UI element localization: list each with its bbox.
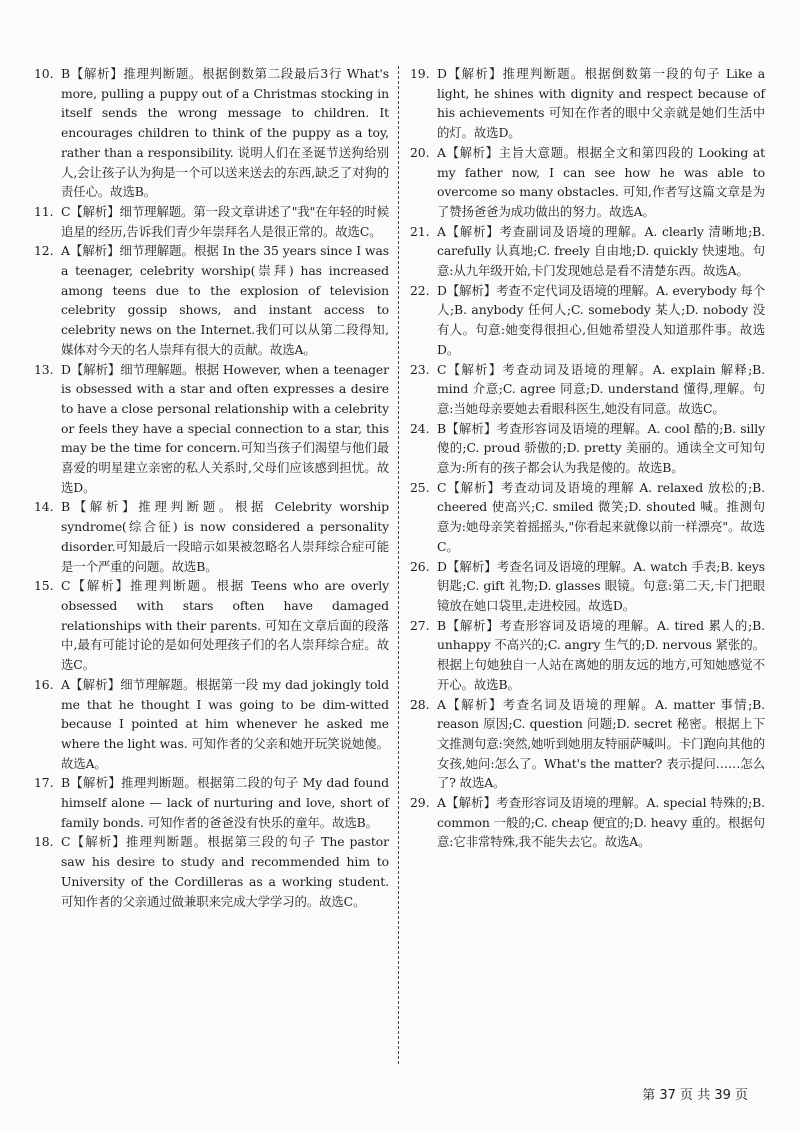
item-explanation: C【解析】考查动词及语境的理解 A. relaxed 放松的;B. cheered 使高兴;C. smiled 微笑;D. shouted 喊。推测句意为:她母亲笑着摇摇头,"你看起来就像以前一样漂亮"。故选C。 — [437, 479, 765, 554]
item-explanation: B【解析】考查形容词及语境的理解。A. cool 酷的;B. silly 傻的;C. proud 骄傲的;D. pretty 美丽的。通读全文可知句意为:所有的孩子都会认为我是傻的。故选B。 — [437, 420, 765, 476]
page-number: 第 37 页 共 39 页 — [642, 1088, 748, 1103]
item-number: 16. — [34, 676, 54, 692]
item-number: 29. — [410, 795, 430, 811]
item-number: 13. — [34, 361, 54, 377]
answer-item — [34, 832, 389, 911]
answer-item — [34, 202, 389, 241]
item-explanation: D【解析】考查名词及语境的理解。A. watch 手表;B. keys 钥匙;C. gift 礼物;D. glasses 眼镜。句意:第二天,卡门把眼镜放在她口袋里,走进校园。故选D。 — [437, 558, 765, 613]
answer-item — [410, 222, 765, 281]
answer-item — [34, 360, 389, 498]
item-number: 14. — [34, 499, 54, 515]
answer-item — [410, 695, 765, 794]
answer-item — [410, 281, 765, 360]
answer-item — [410, 557, 765, 616]
column-divider — [398, 66, 399, 1064]
item-explanation: C【解析】细节理解题。第一段文章讲述了"我"在年轻的时候追星的经历,告诉我们青少年崇拜名人是很正常的。故选C。 — [61, 203, 389, 239]
item-explanation: A【解析】细节理解题。根据 In the 35 years since I was a teenager, celebrity worship(崇拜) has increased among teens due to the explosion of television celebrity gossip shows, and instant access to celebrity news on the Internet.我们可以从第二段得知,媒体对今天的名人崇拜有很大的贡献。故选A。 — [61, 243, 389, 357]
answer-item — [410, 64, 765, 143]
item-explanation: B【解析】考查形容词及语境的理解。A. tired 累人的;B. unhappy 不高兴的;C. angry 生气的;D. nervous 紧张的。根据上句她独自一人站在离她的朋友远的地方,可知她感觉不开心。故选B。 — [437, 617, 765, 692]
answer-item — [410, 419, 765, 478]
item-explanation: C【解析】推理判断题。根据 Teens who are overly obsessed with stars often have damaged relationships with their parents. 可知在文章后面的段落中,最有可能讨论的是如何处理孩子们的名人崇拜综合症。故选C。 — [61, 578, 389, 673]
item-explanation: D【解析】细节理解题。根据 However, when a teenager is obsessed with a star and often expresses a desire to have a close personal relationship with a celebrity or feels they have a special connection to a star, this may be the time for concern.可知当孩子们渴望与他们最喜爱的明星建立亲密的私人关系时,父母们应该感到担忧。故选D。 — [61, 361, 389, 495]
item-explanation: C【解析】推理判断题。根据第三段的句子 The pastor saw his desire to study and recommended him to University of the Cordilleras as a working student. 可知作者的父亲通过做兼职来完成大学学习的。故选C。 — [61, 834, 389, 909]
answer-item — [410, 616, 765, 695]
item-number: 10. — [34, 66, 54, 81]
item-number: 22. — [410, 282, 430, 298]
answer-item — [34, 773, 389, 832]
item-explanation: D【解析】推理判断题。根据倒数第一段的句子 Like a light, he shines with dignity and respect because of his achievements 可知在作者的眼中父亲就是她们生活中的灯。故选D。 — [437, 66, 765, 141]
answer-item — [34, 576, 389, 675]
item-number: 21. — [410, 223, 430, 239]
item-number: 11. — [34, 203, 54, 219]
item-number: 15. — [34, 578, 54, 594]
item-number: 20. — [410, 144, 430, 160]
item-explanation: B【解析】推理判断题。根据第二段的句子 My dad found himself alone — lack of nurturing and love, short of family bonds. 可知作者的爸爸没有快乐的童年。故选B。 — [61, 775, 389, 830]
item-number: 19. — [410, 66, 430, 81]
answer-item — [410, 360, 765, 419]
item-explanation: A【解析】主旨大意题。根据全文和第四段的 Looking at my father now, I can see how he was able to overcome so many obstacles. 可知,作者写这篇文章是为了赞扬爸爸为成功做出的努力。故选A。 — [437, 144, 765, 219]
item-explanation: A【解析】考查形容词及语境的理解。A. special 特殊的;B. common 一般的;C. cheap 便宜的;D. heavy 重的。根据句意:它非常特殊,我不能失去它。故选A。 — [437, 795, 765, 850]
item-number: 24. — [410, 420, 430, 436]
item-number: 26. — [410, 558, 430, 574]
answer-item — [34, 241, 389, 359]
answer-item — [34, 497, 389, 576]
item-number: 12. — [34, 243, 54, 259]
answer-item — [34, 675, 389, 774]
item-number: 27. — [410, 617, 430, 633]
item-number: 23. — [410, 361, 430, 377]
item-explanation: B【解析】推理判断题。根据 Celebrity worship syndrome(综合征) is now considered a personality disorder.可知最后一段暗示如果被忽略名人崇拜综合症可能是一个严重的问题。故选B。 — [61, 499, 389, 574]
right-column — [410, 64, 765, 852]
item-explanation: C【解析】考查动词及语境的理解。A. explain 解释;B. mind 介意;C. agree 同意;D. understand 懂得,理解。句意:当她母亲要她去看眼科医生,她没有同意。故选C。 — [437, 361, 765, 416]
item-explanation: A【解析】考查名词及语境的理解。A. matter 事情;B. reason 原因;C. question 问题;D. secret 秘密。根据上下文推测句意:突然,她听到她朋友特丽萨喊叫。卡门跑向其他的女孩,她问:怎么了。What's the matter? 表示提问……怎么了? 故选A。 — [437, 696, 765, 791]
item-explanation: A【解析】细节理解题。根据第一段 my dad jokingly told me that he thought I was going to be dim-witted because I pointed at him whenever he asked me where the light was. 可知作者的父亲和她开玩笑说她傻。故选A。 — [61, 676, 389, 771]
item-explanation: D【解析】考查不定代词及语境的理解。A. everybody 每个人;B. anybody 任何人;C. somebody 某人;D. nobody 没有人。句意:她变得很担心,但她希望没人知道那件事。故选D。 — [437, 282, 765, 357]
answer-item — [34, 64, 389, 202]
answer-item — [410, 478, 765, 557]
answer-item — [410, 793, 765, 852]
left-column — [34, 64, 389, 911]
item-number: 25. — [410, 479, 430, 495]
item-number: 18. — [34, 834, 54, 850]
item-number: 28. — [410, 696, 430, 712]
item-number: 17. — [34, 775, 54, 791]
item-explanation: B【解析】推理判断题。根据倒数第二段最后3行 What's more, pulling a puppy out of a Christmas stocking in itself sends the wrong message to children. It encourages children to think of the puppy as a toy, rather than a responsibility. 说明人们在圣诞节送狗给别人,会让孩子认为狗是一个可以送来送去的东西,缺乏了对狗的责任心。故选B。 — [61, 66, 389, 200]
item-explanation: A【解析】考查副词及语境的理解。A. clearly 清晰地;B. carefully 认真地;C. freely 自由地;D. quickly 快速地。句意:从九年级开始,卡门发现她总是看不清楚东西。故选A。 — [437, 223, 765, 279]
answer-item — [410, 143, 765, 222]
